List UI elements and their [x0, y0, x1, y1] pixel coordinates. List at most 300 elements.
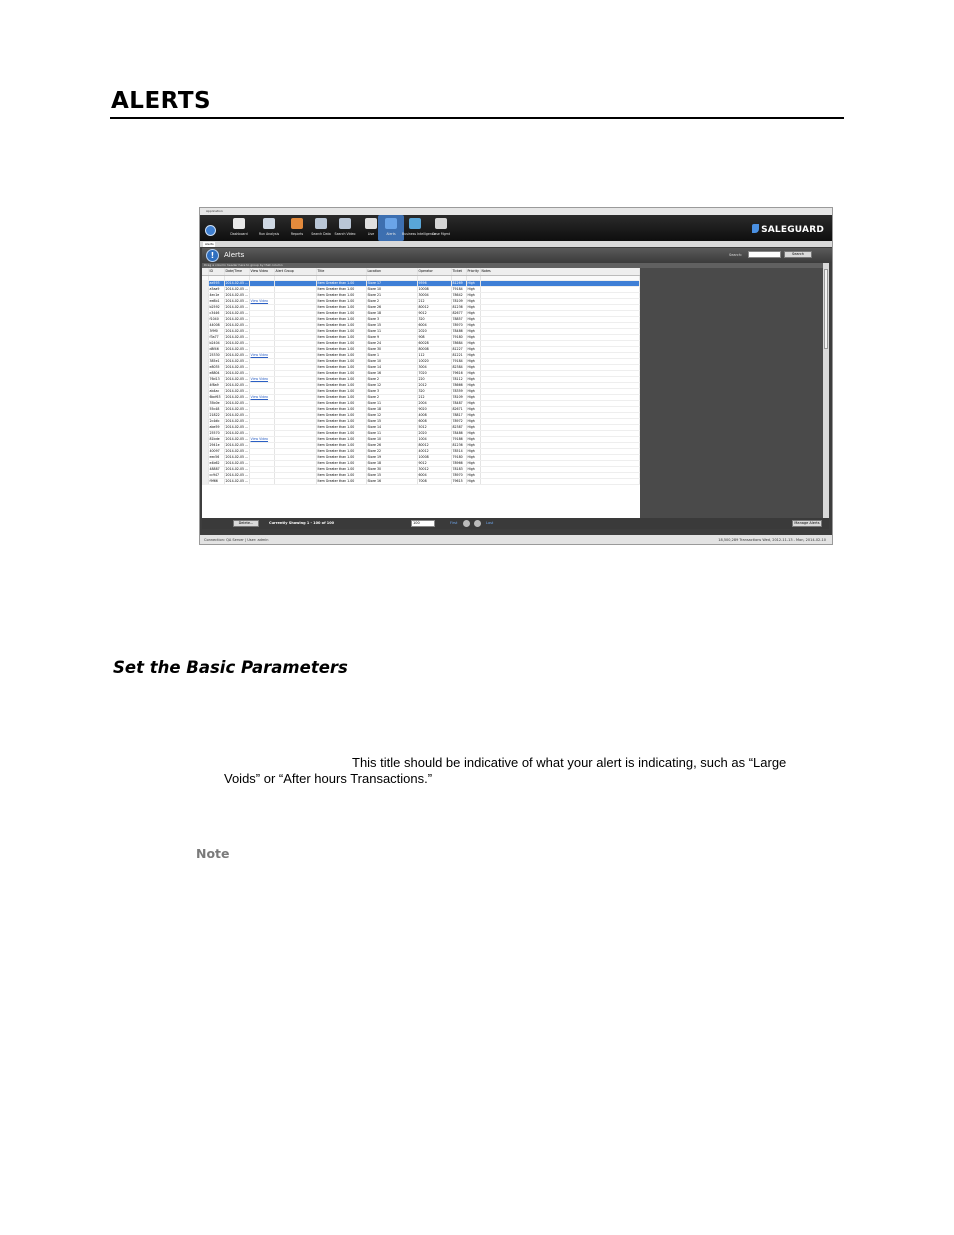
- table-cell: Item Greater than 1.00: [316, 448, 366, 454]
- saleguard-logo: [752, 224, 824, 235]
- table-cell: Item Greater than 1.00: [316, 418, 366, 424]
- table-cell: Store 12: [366, 412, 417, 418]
- table-cell: 1004: [417, 436, 451, 442]
- house-icon: [233, 218, 245, 229]
- table-cell: 79180: [451, 334, 466, 340]
- table-cell: 78109: [451, 394, 466, 400]
- group-by-bar[interactable]: Drag a column header here to group by that column: [202, 263, 823, 268]
- table-cell: Item Greater than 1.00: [316, 298, 366, 304]
- alert-icon: [385, 218, 397, 229]
- table-cell: 2014-02-05 ...: [225, 334, 249, 339]
- column-header[interactable]: Priority: [466, 268, 480, 275]
- toolbar-item-business-intelligence[interactable]: [402, 215, 436, 241]
- table-cell: 2014-02-05 ...: [225, 436, 249, 441]
- table-cell: 2014-02-05 ...: [225, 454, 249, 459]
- table-cell: 81bde: [208, 436, 224, 442]
- table-cell: Store 3: [366, 316, 417, 322]
- table-cell: 78970: [451, 472, 466, 478]
- table-cell: High: [466, 454, 480, 460]
- panel-title: Alerts: [224, 251, 245, 259]
- table-cell: 78666: [451, 382, 466, 388]
- table-cell: 2014-02-05 ...: [225, 388, 249, 393]
- table-cell: Store 3: [366, 388, 417, 394]
- table-cell: 2014-02-05 ...: [225, 430, 249, 435]
- tab-alerts[interactable]: Alerts: [205, 242, 214, 246]
- table-cell: Store 14: [366, 364, 417, 370]
- view-video-link[interactable]: View Video: [249, 394, 274, 400]
- table-cell: 2014-02-05 ...: [225, 358, 249, 363]
- toolbar-item-run-analysis[interactable]: [256, 215, 282, 241]
- pie-chart-icon: [291, 218, 303, 229]
- table-cell: Store 18: [366, 406, 417, 412]
- table-cell: 79615: [451, 478, 466, 484]
- table-cell: Store 30: [366, 346, 417, 352]
- alerts-table: [202, 268, 640, 485]
- table-cell: Store 17: [366, 280, 417, 286]
- table-cell: Item Greater than 1.00: [316, 382, 366, 388]
- column-header[interactable]: Location: [366, 268, 417, 275]
- table-cell: 81236: [451, 442, 466, 448]
- toolbar-item-search-data[interactable]: [308, 215, 334, 241]
- alerts-panel-header: [202, 248, 832, 263]
- table-cell: High: [466, 346, 480, 352]
- column-header[interactable]: View Video: [249, 268, 274, 275]
- toolbar-item-label: Reports: [290, 232, 304, 236]
- doc-title: ALERTS: [111, 88, 212, 114]
- table-cell: 55c48: [208, 406, 224, 412]
- table-cell: 79184: [451, 286, 466, 292]
- table-cell: High: [466, 376, 480, 382]
- table-cell: 81221: [451, 352, 466, 358]
- table-cell: 6008: [417, 418, 451, 424]
- table-cell: High: [466, 388, 480, 394]
- table-cell: 10020: [417, 358, 451, 364]
- table-cell: 6004: [417, 322, 451, 328]
- table-cell: 2c4db: [208, 418, 224, 424]
- table-cell: High: [466, 328, 480, 334]
- note-label: Note: [196, 846, 230, 861]
- table-cell: High: [466, 370, 480, 376]
- view-video-link[interactable]: View Video: [249, 436, 274, 442]
- table-cell: 112: [417, 352, 451, 358]
- table-cell: 2014-02-05 ...: [225, 340, 249, 345]
- table-cell: Store 14: [366, 424, 417, 430]
- table-cell: f3a77: [208, 334, 224, 340]
- table-cell: 2004: [417, 400, 451, 406]
- toolbar-item-label: Search Video: [334, 232, 356, 236]
- table-cell: 81227: [451, 346, 466, 352]
- manage-alerts-button[interactable]: Manage Alerts: [792, 520, 822, 527]
- table-cell: a5aa9: [208, 286, 224, 292]
- table-cell: Item Greater than 1.00: [316, 454, 366, 460]
- section-title: Set the Basic Parameters: [113, 658, 348, 677]
- table-cell: 80012: [417, 442, 451, 448]
- table-cell: Store 15: [366, 472, 417, 478]
- table-cell: Item Greater than 1.00: [316, 286, 366, 292]
- table-cell: 2012: [417, 382, 451, 388]
- table-cell: 320: [417, 388, 451, 394]
- table-cell: Item Greater than 1.00: [316, 346, 366, 352]
- table-cell: 2014-02-05 ...: [225, 286, 249, 291]
- column-header[interactable]: Title: [316, 268, 366, 275]
- prev-page-icon[interactable]: [463, 520, 470, 527]
- column-header[interactable]: Date/Time: [224, 268, 249, 275]
- table-row[interactable]: [202, 478, 640, 484]
- table-cell: Item Greater than 1.00: [316, 280, 366, 286]
- table-cell: Item Greater than 1.00: [316, 388, 366, 394]
- view-video-link[interactable]: View Video: [249, 376, 274, 382]
- table-cell: Store 21: [366, 292, 417, 298]
- table-cell: 48887: [208, 466, 224, 472]
- toolbar-item-label: Live: [367, 232, 375, 236]
- table-cell: eec56: [208, 454, 224, 460]
- table-cell: 2014-02-05 ...: [225, 292, 249, 297]
- table-cell: Item Greater than 1.00: [316, 400, 366, 406]
- table-cell: 10008: [417, 286, 451, 292]
- logo-mark-icon: [752, 224, 759, 233]
- main-toolbar: [200, 215, 832, 241]
- table-cell: Item Greater than 1.00: [316, 358, 366, 364]
- table-cell: 385e1: [208, 358, 224, 364]
- table-cell: 78112: [451, 376, 466, 382]
- status-connection: Connection: QA Server | User: admin: [204, 538, 269, 542]
- toolbar-item-label: Dashboard: [230, 232, 248, 236]
- table-cell: abe59: [208, 424, 224, 430]
- table-cell: 3f9f0: [208, 328, 224, 334]
- table-cell: High: [466, 382, 480, 388]
- table-cell: High: [466, 310, 480, 316]
- table-cell: 2014-02-05 ...: [225, 382, 249, 387]
- table-cell: Item Greater than 1.00: [316, 322, 366, 328]
- table-cell: 25330: [208, 352, 224, 358]
- table-cell: 78857: [451, 316, 466, 322]
- title-paragraph: [224, 755, 824, 787]
- table-cell: High: [466, 466, 480, 472]
- table-cell: e8804: [208, 370, 224, 376]
- table-cell: 79184: [451, 358, 466, 364]
- table-cell: Item Greater than 1.00: [316, 406, 366, 412]
- table-cell: Item Greater than 1.00: [316, 376, 366, 382]
- column-header[interactable]: Alert Group: [274, 268, 316, 275]
- table-cell: 60028: [417, 340, 451, 346]
- toolbar-item-case-mgmt[interactable]: [428, 215, 454, 241]
- table-cell: 30012: [417, 466, 451, 472]
- view-video-link[interactable]: View Video: [249, 352, 274, 358]
- table-cell: 908: [417, 334, 451, 340]
- table-cell: 78817: [451, 412, 466, 418]
- table-cell: 81236: [451, 304, 466, 310]
- table-cell: 82677: [451, 310, 466, 316]
- table-cell: High: [466, 316, 480, 322]
- table-cell: High: [466, 472, 480, 478]
- table-cell: High: [466, 448, 480, 454]
- table-cell: 4008: [417, 412, 451, 418]
- table-cell: b2592: [208, 304, 224, 310]
- view-video-link[interactable]: View Video: [249, 298, 274, 304]
- table-cell: Item Greater than 1.00: [316, 412, 366, 418]
- toolbar-item-search-video[interactable]: [332, 215, 358, 241]
- grid-empty-area: [640, 268, 823, 518]
- table-cell: 78966: [451, 460, 466, 466]
- table-cell: High: [466, 442, 480, 448]
- table-cell: 76d13: [208, 376, 224, 382]
- table-cell: 80012: [417, 304, 451, 310]
- table-cell: Store 10: [366, 286, 417, 292]
- table-cell: High: [466, 280, 480, 286]
- column-header[interactable]: Notes: [480, 268, 640, 275]
- table-cell: 2014-02-05 ...: [225, 424, 249, 429]
- table-cell: 21822: [208, 412, 224, 418]
- table-cell: 40012: [417, 448, 451, 454]
- table-cell: Store 11: [366, 430, 417, 436]
- table-cell: 2020: [417, 430, 451, 436]
- table-cell: 2014-02-05 ...: [225, 322, 249, 327]
- table-cell: 5012: [417, 424, 451, 430]
- camera-icon: [365, 218, 377, 229]
- table-cell: High: [466, 298, 480, 304]
- table-cell: Item Greater than 1.00: [316, 442, 366, 448]
- table-cell: 2014-02-05 ...: [225, 472, 249, 477]
- table-cell: 4f8a9: [208, 382, 224, 388]
- table-cell: Item Greater than 1.00: [316, 316, 366, 322]
- table-cell: 9012: [417, 310, 451, 316]
- search-input[interactable]: [748, 251, 781, 258]
- table-cell: Store 22: [366, 448, 417, 454]
- table-cell: ae593: [208, 280, 224, 286]
- table-cell: High: [466, 322, 480, 328]
- table-cell: Store 12: [366, 382, 417, 388]
- table-cell: High: [466, 394, 480, 400]
- table-cell: 9012: [417, 460, 451, 466]
- table-cell: High: [466, 424, 480, 430]
- status-transactions: 18,500,289 Transactions Wed, 2012-11-13 - Mon, 2014-02-10: [718, 538, 826, 542]
- toolbar-item-label: Search Data: [311, 232, 331, 236]
- table-cell: Store 11: [366, 400, 417, 406]
- table-cell: High: [466, 292, 480, 298]
- table-cell: 78684: [451, 340, 466, 346]
- table-cell: Store 2: [366, 394, 417, 400]
- table-cell: Store 18: [366, 460, 417, 466]
- home-orb-icon[interactable]: [205, 225, 216, 236]
- toolbar-item-dashboard[interactable]: [226, 215, 252, 241]
- window-label: Application: [200, 208, 832, 215]
- column-header[interactable]: ID: [208, 268, 224, 275]
- toolbar-item-label: Case Mgmt: [432, 232, 450, 236]
- table-cell: 2014-02-05 ...: [225, 394, 249, 399]
- tab-strip: [200, 241, 832, 247]
- table-cell: 320: [417, 316, 451, 322]
- table-cell: 79180: [451, 454, 466, 460]
- table-cell: 78486: [451, 430, 466, 436]
- table-cell: High: [466, 352, 480, 358]
- table-cell: 2014-02-05 ...: [225, 346, 249, 351]
- table-cell: 78359: [451, 388, 466, 394]
- table-cell: 2014-02-05 ...: [225, 304, 249, 309]
- table-cell: 44008: [208, 322, 224, 328]
- table-cell: Item Greater than 1.00: [316, 466, 366, 472]
- table-cell: High: [466, 430, 480, 436]
- table-cell: Item Greater than 1.00: [316, 292, 366, 298]
- table-cell: High: [466, 334, 480, 340]
- table-cell: 2014-02-05 ...: [225, 418, 249, 423]
- last-page-link[interactable]: Last: [486, 521, 494, 525]
- table-cell: Item Greater than 1.00: [316, 304, 366, 310]
- table-cell: High: [466, 286, 480, 292]
- table-cell: 212: [417, 298, 451, 304]
- table-cell: 2014-02-05 ...: [225, 376, 249, 381]
- alerts-screenshot: [199, 207, 833, 545]
- table-cell: Store 30: [366, 466, 417, 472]
- search-data-icon: [315, 218, 327, 229]
- table-cell: 4ec1e: [208, 292, 224, 298]
- table-cell: 220: [417, 376, 451, 382]
- table-cell: 25570: [208, 430, 224, 436]
- table-cell: 78183: [451, 466, 466, 472]
- table-cell: Item Greater than 1.00: [316, 478, 366, 484]
- table-cell: High: [466, 412, 480, 418]
- table-cell: 2014-02-05 ...: [225, 406, 249, 411]
- table-cell: Store 10: [366, 436, 417, 442]
- grid-footer: [202, 518, 829, 529]
- next-page-icon[interactable]: [474, 520, 481, 527]
- vertical-scrollbar[interactable]: [823, 263, 829, 518]
- toolbar-item-reports[interactable]: [284, 215, 310, 241]
- table-cell: 2014-02-05 ...: [225, 310, 249, 315]
- table-cell: 35b0e: [208, 400, 224, 406]
- table-cell: Item Greater than 1.00: [316, 328, 366, 334]
- search-button[interactable]: Search: [784, 251, 812, 258]
- table-cell: 2014-02-05 ...: [225, 370, 249, 375]
- table-cell: High: [466, 364, 480, 370]
- table-cell: Store 15: [366, 418, 417, 424]
- table-cell: 30004: [417, 292, 451, 298]
- table-cell: Item Greater than 1.00: [316, 436, 366, 442]
- table-cell: 6bcf63: [208, 394, 224, 400]
- table-cell: Item Greater than 1.00: [316, 394, 366, 400]
- table-cell: Store 18: [366, 310, 417, 316]
- column-header[interactable]: Ticket: [451, 268, 466, 275]
- table-cell: 78514: [451, 448, 466, 454]
- logo-text: SALEGUARD: [761, 225, 824, 235]
- table-cell: 78487: [451, 400, 466, 406]
- table-cell: Item Greater than 1.00: [316, 334, 366, 340]
- table-cell: 78972: [451, 418, 466, 424]
- table-cell: Item Greater than 1.00: [316, 352, 366, 358]
- page-size-select[interactable]: 100: [411, 520, 435, 527]
- table-cell: 2014-02-05 ...: [225, 478, 249, 483]
- table-cell: Item Greater than 1.00: [316, 310, 366, 316]
- table-cell: High: [466, 304, 480, 310]
- table-cell: cc947: [208, 472, 224, 478]
- table-cell: Item Greater than 1.00: [316, 370, 366, 376]
- table-cell: Store 10: [366, 358, 417, 364]
- table-cell: 2941e: [208, 442, 224, 448]
- table-cell: d8f46: [208, 346, 224, 352]
- scrollbar-thumb[interactable]: [824, 269, 828, 349]
- table-cell: e4b62: [208, 460, 224, 466]
- table-cell: 81269: [451, 280, 466, 286]
- delete-button[interactable]: Delete...: [233, 520, 259, 527]
- table-cell: f9f66: [208, 478, 224, 484]
- table-cell: 9020: [417, 406, 451, 412]
- table-cell: Item Greater than 1.00: [316, 424, 366, 430]
- table-cell: Store 15: [366, 322, 417, 328]
- table-cell: 2014-02-05 ...: [225, 298, 249, 303]
- table-cell: 80008: [417, 346, 451, 352]
- title-rule: [110, 117, 844, 119]
- table-cell: 78642: [451, 292, 466, 298]
- alert-info-icon: !: [206, 249, 219, 262]
- table-cell: Store 11: [366, 328, 417, 334]
- table-cell: c3446: [208, 310, 224, 316]
- table-cell: [274, 478, 316, 484]
- table-cell: 2014-02-05 ...: [225, 442, 249, 447]
- table-cell: Store 16: [366, 370, 417, 376]
- table-cell: 2020: [417, 328, 451, 334]
- table-cell: 9596: [417, 280, 451, 286]
- table-cell: High: [466, 436, 480, 442]
- case-icon: [435, 218, 447, 229]
- table-cell: Item Greater than 1.00: [316, 364, 366, 370]
- table-cell: 2014-02-05 ...: [225, 466, 249, 471]
- table-cell: 3004: [417, 364, 451, 370]
- table-cell: 7020: [417, 370, 451, 376]
- table-cell: Store 26: [366, 442, 417, 448]
- first-page-link[interactable]: First: [450, 521, 458, 525]
- table-cell: High: [466, 478, 480, 484]
- business-intelligence-icon: [409, 218, 421, 229]
- table-cell: Store 26: [366, 304, 417, 310]
- toolbar-item-label: Run Analysis: [258, 232, 280, 236]
- table-cell: 2014-02-05 ...: [225, 448, 249, 453]
- table-cell: Item Greater than 1.00: [316, 472, 366, 478]
- table-cell: 2014-02-05 ...: [225, 352, 249, 357]
- table-cell: 79186: [451, 436, 466, 442]
- table-cell: 2014-02-05 ...: [225, 412, 249, 417]
- table-cell: Store 1: [366, 352, 417, 358]
- table-cell: 78970: [451, 322, 466, 328]
- table-cell: 2014-02-05 ...: [225, 400, 249, 405]
- paragraph-text: This title should be indicative of what your alert is indicating, such as “Large Voids” or “After hours Transactions.”: [224, 755, 787, 786]
- table-cell: Store 24: [366, 340, 417, 346]
- table-cell: Item Greater than 1.00: [316, 340, 366, 346]
- table-cell: High: [466, 340, 480, 346]
- table-cell: [249, 478, 274, 484]
- search-video-icon: [339, 218, 351, 229]
- table-cell: 2014-02-05 ...: [225, 364, 249, 369]
- bar-chart-icon: [263, 218, 275, 229]
- toolbar-item-label: Business Intelligence: [402, 232, 436, 236]
- table-cell: 82384: [451, 364, 466, 370]
- toolbar-item-alerts[interactable]: [378, 215, 404, 241]
- status-bar: [200, 535, 832, 545]
- table-cell: Item Greater than 1.00: [316, 430, 366, 436]
- column-header[interactable]: Operator: [417, 268, 451, 275]
- table-cell: 2014-02-05 ...: [225, 280, 249, 285]
- table-cell: High: [466, 460, 480, 466]
- table-cell: ee8b1: [208, 298, 224, 304]
- table-cell: High: [466, 358, 480, 364]
- table-cell: 2014-02-05 ...: [225, 460, 249, 465]
- table-cell: Store 9: [366, 334, 417, 340]
- table-cell: e8035: [208, 364, 224, 370]
- table-cell: Store 19: [366, 454, 417, 460]
- table-cell: 78109: [451, 298, 466, 304]
- table-cell: 40097: [208, 448, 224, 454]
- search-label: Search:: [729, 253, 743, 257]
- table-cell: Store 2: [366, 298, 417, 304]
- table-cell: f1040: [208, 316, 224, 322]
